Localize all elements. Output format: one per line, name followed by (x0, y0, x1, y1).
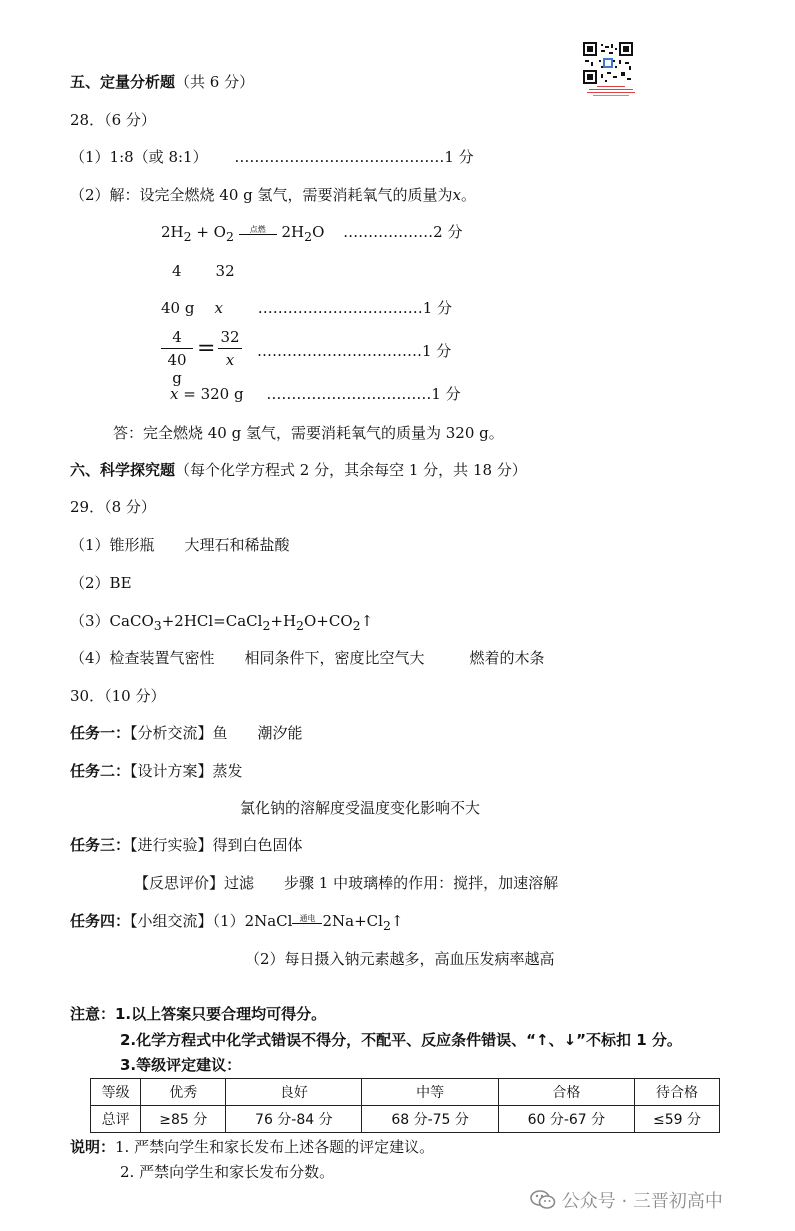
watermark-text: 公众号 · 三晋初高中 (561, 1191, 723, 1212)
grade-cell: 60 分-67 分 (498, 1106, 634, 1133)
reaction-condition: 点燃 (249, 225, 266, 234)
task2-label: 任务二： (70, 762, 131, 780)
q29-part4: （4）检查装置气密性 相同条件下，密度比空气大 燃着的木条 (70, 649, 545, 667)
q29-eq-c: +H (270, 612, 297, 630)
task4-product: 2Na+Cl (322, 912, 383, 930)
q28-number: 28．（6 分） (70, 111, 156, 129)
q28-ratio-o2: 32 (215, 262, 235, 280)
fraction-right-denominator: x (225, 351, 235, 369)
note-line2: 2.化学方程式中化学式错误不得分，不配平、反应条件错误、“↑、↓”不标扣 1 分。 (120, 1031, 682, 1049)
task3-tag2: 【反思评价】 (134, 874, 225, 892)
q30-task2-answer2: 氯化钠的溶解度受温度变化影响不大 (240, 799, 481, 817)
grade-header-cell: 等级 (91, 1079, 141, 1106)
task3-answer2: 过滤 步骤 1 中玻璃棒的作用：搅拌，加速溶解 (224, 874, 559, 892)
q28-mass-o2: x (214, 299, 223, 317)
wechat-icon (530, 1190, 556, 1210)
q28-answer: 答：完全燃烧 40 g 氢气，需要消耗氧气的质量为 320 g。 (113, 424, 504, 442)
section-6-heading (70, 460, 527, 480)
q29-number: 29．（8 分） (70, 498, 156, 516)
grade-header-cell: 合格 (498, 1079, 634, 1106)
task1-tag: 【分析交流】 (130, 724, 213, 742)
note-line3: 3.等级评定建议： (120, 1056, 242, 1074)
fraction-right (218, 328, 242, 369)
grade-header-cell: 良好 (226, 1079, 362, 1106)
task3-tag: 【进行实验】 (130, 836, 213, 854)
fraction-equals: = (197, 336, 216, 361)
q29-part3: $(3)CaCO_3+2HCl=CaCl_2+H_2O+CO_2↑$ (70, 612, 374, 633)
task4-gas-arrow: ↑ (390, 912, 404, 930)
q30-task2 (70, 761, 243, 781)
qr-caption-lines (583, 86, 639, 96)
q28-result-score: ……………………………1 分 (266, 385, 461, 403)
task3-label: 任务三： (70, 836, 131, 854)
q28-part1-score: ……………………………………1 分 (234, 148, 474, 166)
q28-part2-setup (70, 185, 476, 205)
grade-table-row (91, 1106, 720, 1133)
q29-eq-a: （3）CaCO (70, 612, 154, 630)
grade-cell: ≥85 分 (141, 1106, 226, 1133)
qr-code-icon (583, 42, 633, 84)
task1-answer: 鱼 潮汐能 (212, 724, 303, 742)
grade-cell: 总评 (91, 1106, 141, 1133)
remark-line1 (70, 1137, 434, 1157)
grade-table (90, 1078, 720, 1133)
q29-eq-d: O+CO (304, 612, 353, 630)
fraction-left (161, 328, 193, 387)
grade-cell: 68 分-75 分 (362, 1106, 498, 1133)
task4-tag: 【小组交流】 (130, 912, 213, 930)
q30-task1 (70, 723, 303, 743)
q28-equation-score: ………………2 分 (343, 223, 463, 241)
section-5-score: （共 6 分） (175, 73, 255, 91)
fraction-left-denominator: 40 g (167, 351, 187, 387)
q29-eq-e: ↑ (360, 612, 374, 630)
reaction-condition-arrow (239, 226, 277, 240)
q28-part1-answer: （1）1:8（或 8:1） (70, 148, 208, 166)
fraction-left-numerator: 4 (172, 328, 182, 346)
q29-part1: （1）锥形瓶 大理石和稀盐酸 (70, 536, 290, 554)
q30-number: 30．（10 分） (70, 687, 166, 705)
fraction-score: ……………………………1 分 (257, 342, 452, 360)
note-line1: 注意：1.以上答案只要合理均可得分。 (70, 1005, 327, 1023)
remark-label: 说明： (70, 1138, 116, 1156)
electrolysis-condition-arrow (292, 915, 322, 929)
section-6-title: 六、科学探究题 (70, 461, 176, 479)
grade-header-cell: 待合格 (635, 1079, 720, 1106)
q30-task3-reflect (134, 873, 558, 893)
section-5-title: 五、定量分析题 (70, 73, 176, 91)
q30-task3 (70, 835, 303, 855)
remark-line2: 2. 严禁向学生和家长发布分数。 (120, 1163, 335, 1181)
q28-ratio-row (172, 261, 235, 281)
q30-task4-part2: （2）每日摄入钠元素越多，高血压发病率越高 (245, 950, 555, 968)
grade-cell: 76 分-84 分 (226, 1106, 362, 1133)
q28-result-value: = 320 g (178, 385, 244, 403)
q28-result-var: x (170, 385, 179, 403)
q28-part2-end: 。 (461, 186, 477, 204)
q28-equation: $2H_2 + O_2$ 点燃 $2H_2O$ ………………2 分 (161, 222, 462, 247)
task4-reactant: （1）2NaCl (212, 912, 293, 930)
q28-result (170, 384, 461, 404)
remark-text1: 1. 严禁向学生和家长发布上述各题的评定建议。 (115, 1138, 435, 1156)
section-6-score: （每个化学方程式 2 分，其余每空 1 分，共 18 分） (175, 461, 527, 479)
watermark (530, 1187, 723, 1213)
fraction-right-numerator: 32 (220, 328, 240, 346)
grade-table-header (91, 1079, 720, 1106)
q28-mass-h2: 40 g (161, 299, 195, 317)
section-5-heading (70, 72, 254, 92)
q28-mass-row (161, 298, 452, 318)
q28-ratio-h2: 4 (172, 262, 182, 280)
task3-answer: 得到白色固体 (212, 836, 303, 854)
q28-part2-var: x (452, 186, 462, 204)
grade-cell: ≤59 分 (635, 1106, 720, 1133)
q30-task4: 任务四：【小组交流】（1）2NaCl 通电 $2Na+Cl_2↑$ (70, 911, 403, 936)
q28-part1 (70, 147, 474, 167)
task1-label: 任务一： (70, 724, 131, 742)
grade-header-cell: 中等 (362, 1079, 498, 1106)
grade-header-cell: 优秀 (141, 1079, 226, 1106)
task2-answer: 蒸发 (212, 762, 243, 780)
task4-label: 任务四： (70, 912, 131, 930)
q29-part2: （2）BE (70, 574, 132, 592)
task2-tag: 【设计方案】 (130, 762, 213, 780)
q28-part2-text: （2）解：设完全燃烧 40 g 氢气，需要消耗氧气的质量为 (70, 186, 453, 204)
q29-eq-b: +2HCl=CaCl (161, 612, 263, 630)
electrolysis-condition: 通电 (299, 914, 316, 923)
q28-mass-score: ……………………………1 分 (257, 299, 453, 317)
